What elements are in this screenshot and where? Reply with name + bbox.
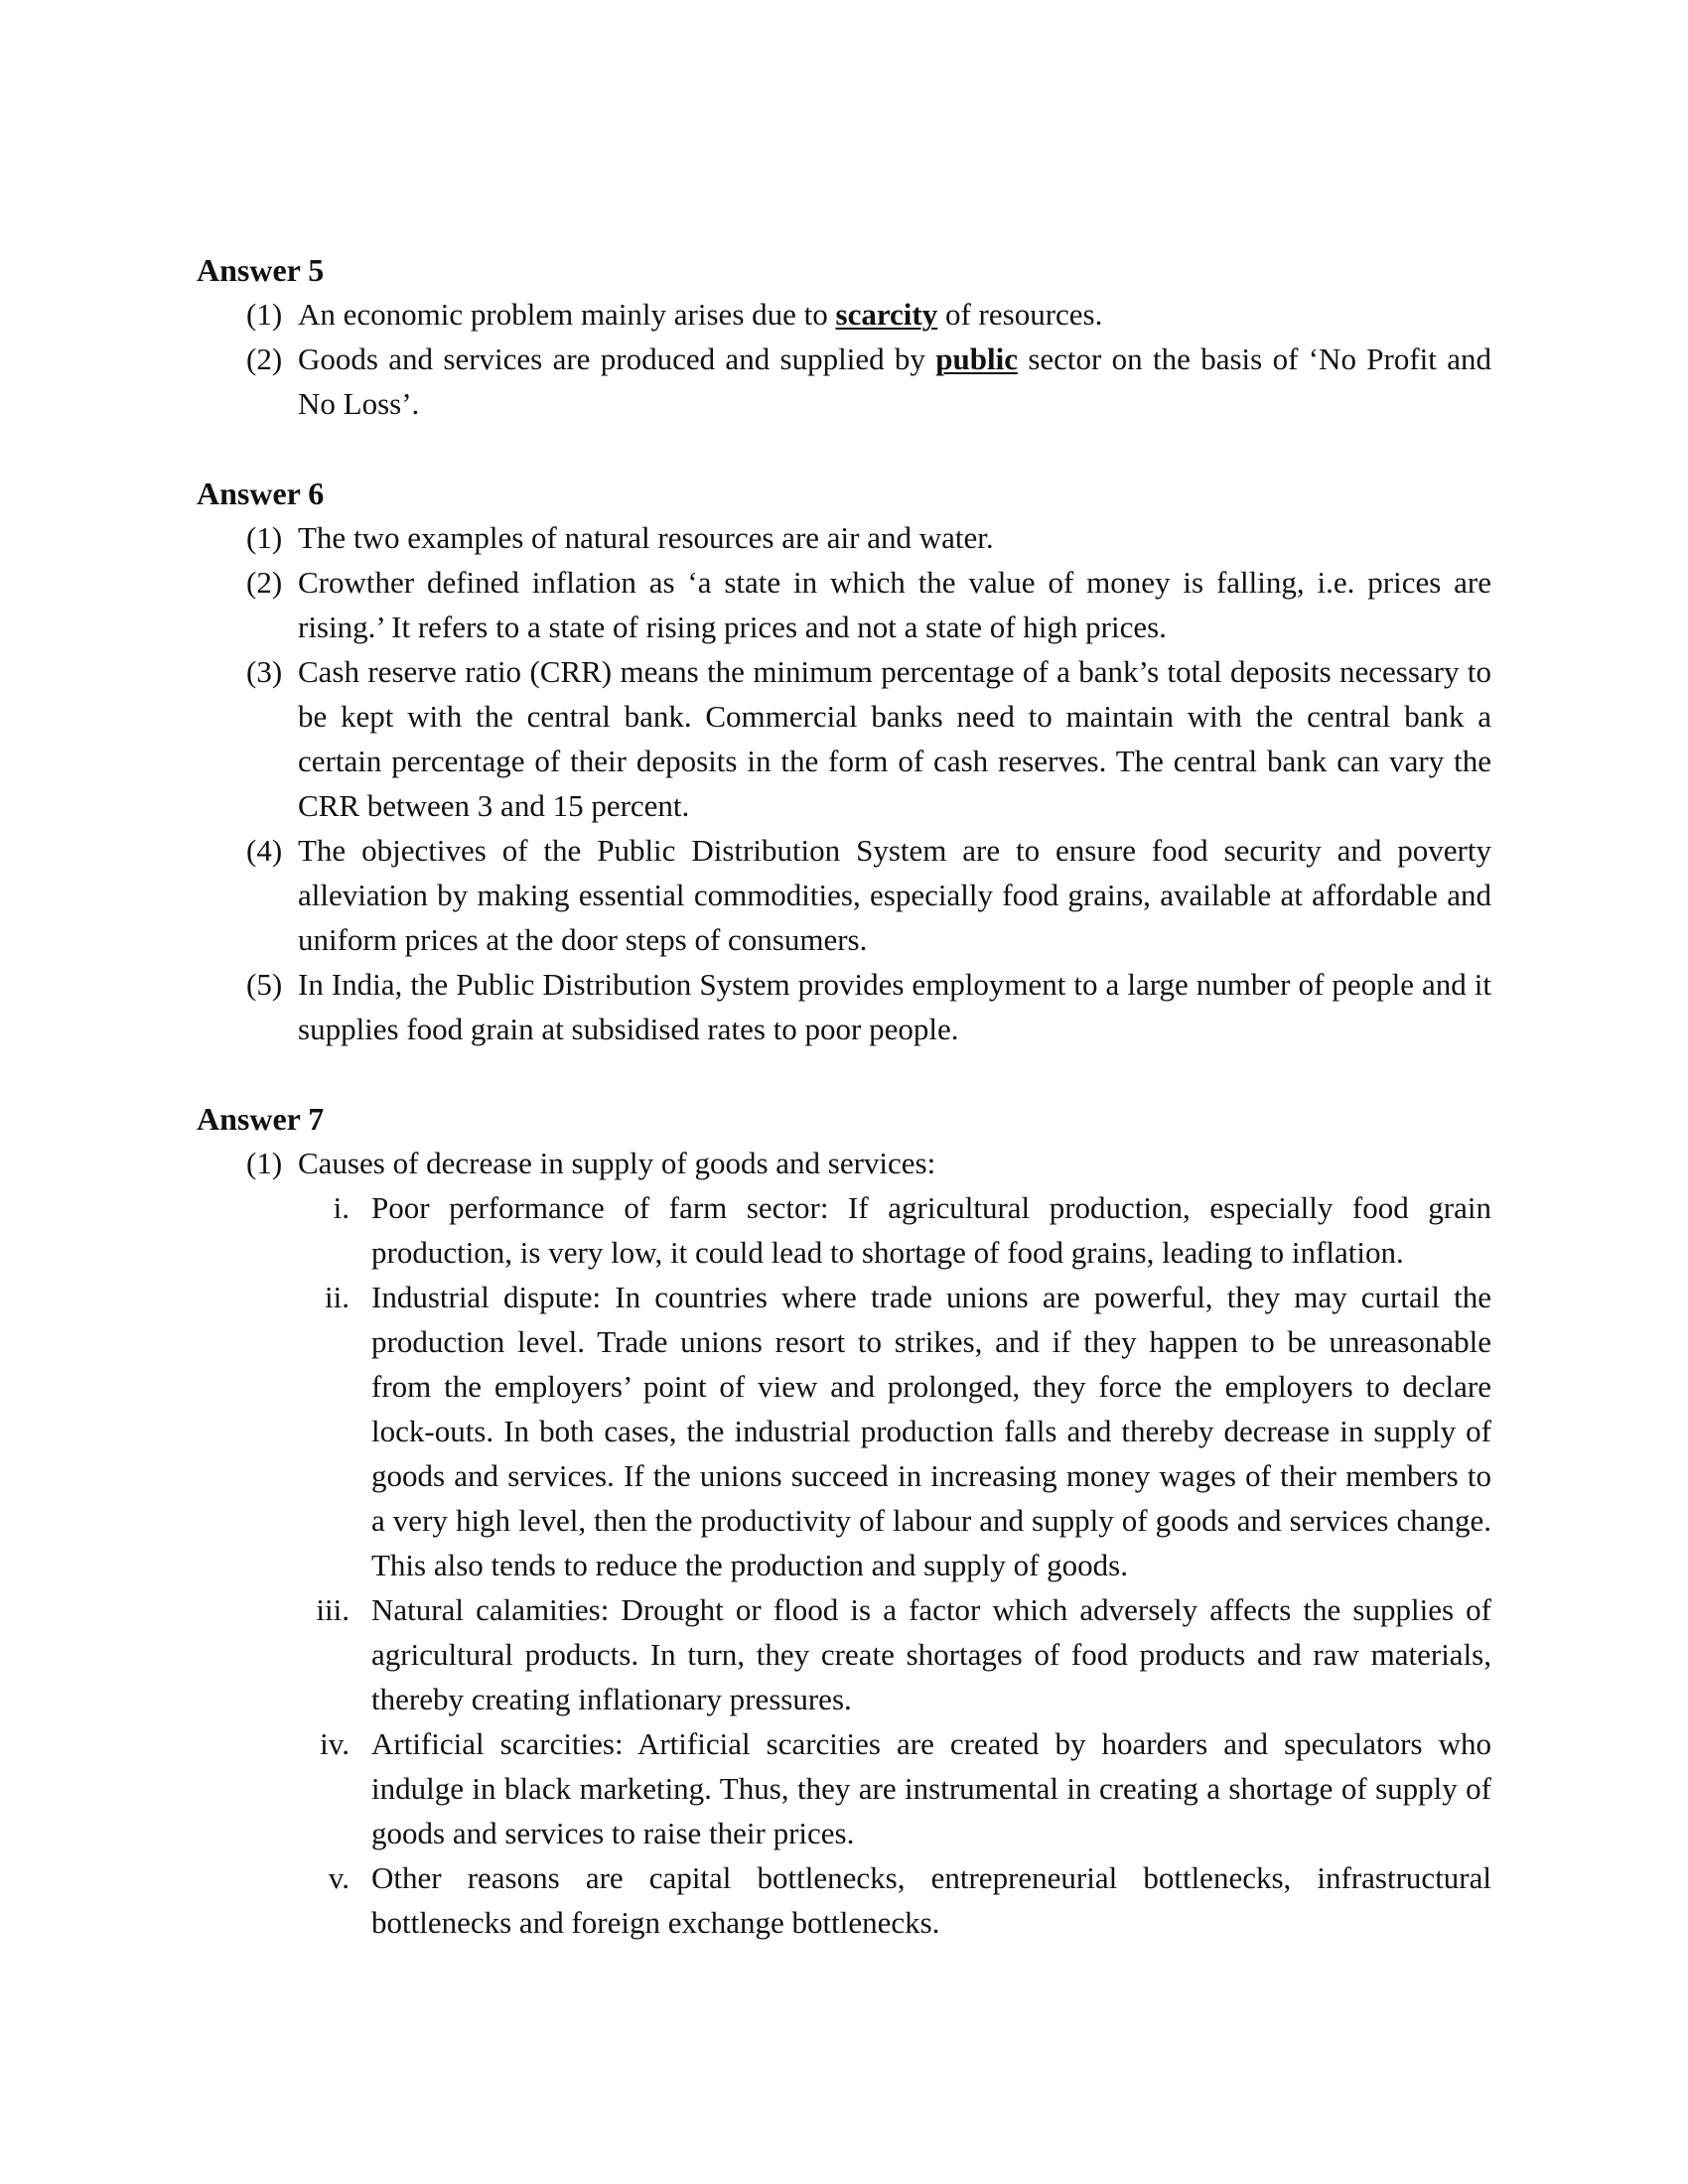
answer-7-section (197, 1097, 1491, 1945)
item-number: (1) (246, 1146, 283, 1180)
cause-item-i (298, 1185, 1491, 1275)
answer-7-item-1 (197, 1141, 1491, 1945)
answer-5-section (197, 248, 1491, 426)
answer-5-item-1 (197, 292, 1491, 337)
answer-6-item-5 (197, 962, 1491, 1051)
answer-6-item-1 (197, 515, 1491, 560)
answer-5-item-2 (197, 337, 1491, 426)
cause-text: Artificial scarcities: Artificial scarcities are created by hoarders and speculators who indulge in black marketing. Thus, they are instrumental in creating a shortage of supply of goods and services to raise their prices. (371, 1726, 1491, 1850)
underlined-answer-scarcity: scarcity (835, 297, 938, 332)
answer-6-section (197, 472, 1491, 1051)
causes-sublist (298, 1185, 1491, 1945)
item-number: (2) (246, 565, 283, 600)
roman-numeral: v. (328, 1860, 350, 1895)
cause-item-ii (298, 1275, 1491, 1587)
answer-6-item-4 (197, 828, 1491, 962)
roman-numeral: iv. (320, 1726, 350, 1761)
roman-numeral: ii. (325, 1280, 350, 1314)
answer-6-list (197, 515, 1491, 1051)
roman-numeral: i. (333, 1190, 350, 1225)
answer-7-list (197, 1141, 1491, 1945)
roman-numeral: iii. (316, 1592, 350, 1627)
item-number: (5) (246, 967, 283, 1002)
cause-text: Poor performance of farm sector: If agricultural production, especially food grain production, is very low, it could lead to shortage of food grains, leading to inflation. (371, 1190, 1491, 1270)
item-number: (1) (246, 520, 283, 555)
item-text: Crowther defined inflation as ‘a state in which the value of money is falling, i.e. prices are rising.’ It refers to a state of rising prices and not a state of high prices. (298, 565, 1491, 644)
cause-text: Industrial dispute: In countries where trade unions are powerful, they may curtail the production level. Trade unions resort to strikes, and if they happen to be unreasonable from the employers’ point of view and prolonged, they force the employers to declare lock-outs. In both cases, the industrial production falls and thereby decrease in supply of goods and services. If the unions succeed in increasing money wages of their members to a very high level, then the productivity of labour and supply of goods and services change. This also tends to reduce the production and supply of goods. (371, 1280, 1491, 1582)
answer-5-list (197, 292, 1491, 426)
answer-6-heading: Answer 6 (197, 476, 325, 511)
answer-5-heading: Answer 5 (197, 252, 325, 288)
cause-text: Natural calamities: Drought or flood is a factor which adversely affects the supplies of agricultural products. In turn, they create shortages of food products and raw materials, thereby creating inflationary pressures. (371, 1592, 1491, 1716)
cause-item-iv (298, 1721, 1491, 1855)
cause-item-v (298, 1855, 1491, 1945)
item-text-pre: An economic problem mainly arises due to (298, 297, 836, 332)
answer-7-heading: Answer 7 (197, 1101, 325, 1137)
item-text-post: of resources. (937, 297, 1103, 332)
item-number: (3) (246, 654, 283, 689)
item-text-pre: Goods and services are produced and supplied by (298, 341, 936, 376)
item-text: Cash reserve ratio (CRR) means the minimum percentage of a bank’s total deposits necessary to be kept with the central bank. Commercial banks need to maintain with the central bank a certain percentage of their deposits in the form of cash reserves. The central bank can vary the CRR between 3 and 15 percent. (298, 654, 1491, 823)
item-number: (1) (246, 297, 283, 332)
item-text: The objectives of the Public Distribution System are to ensure food security and poverty alleviation by making essential commodities, especially food grains, available at affordable and uniform prices at the door steps of consumers. (298, 833, 1491, 957)
page-content (197, 248, 1491, 1945)
item-text: In India, the Public Distribution System provides employment to a large number of people and it supplies food grain at subsidised rates to poor people. (298, 967, 1491, 1046)
cause-text: Other reasons are capital bottlenecks, entrepreneurial bottlenecks, infrastructural bottlenecks and foreign exchange bottlenecks. (371, 1860, 1491, 1940)
item-text-post: sector on the basis of ‘No Profit and No Loss’. (298, 341, 1491, 421)
item-text: Causes of decrease in supply of goods and services: (298, 1146, 936, 1180)
item-number: (2) (246, 341, 283, 376)
underlined-answer-public: public (935, 341, 1018, 376)
answer-6-item-2 (197, 560, 1491, 649)
answer-6-item-3 (197, 649, 1491, 828)
item-number: (4) (246, 833, 283, 868)
item-text: The two examples of natural resources are air and water. (298, 520, 994, 555)
cause-item-iii (298, 1587, 1491, 1721)
